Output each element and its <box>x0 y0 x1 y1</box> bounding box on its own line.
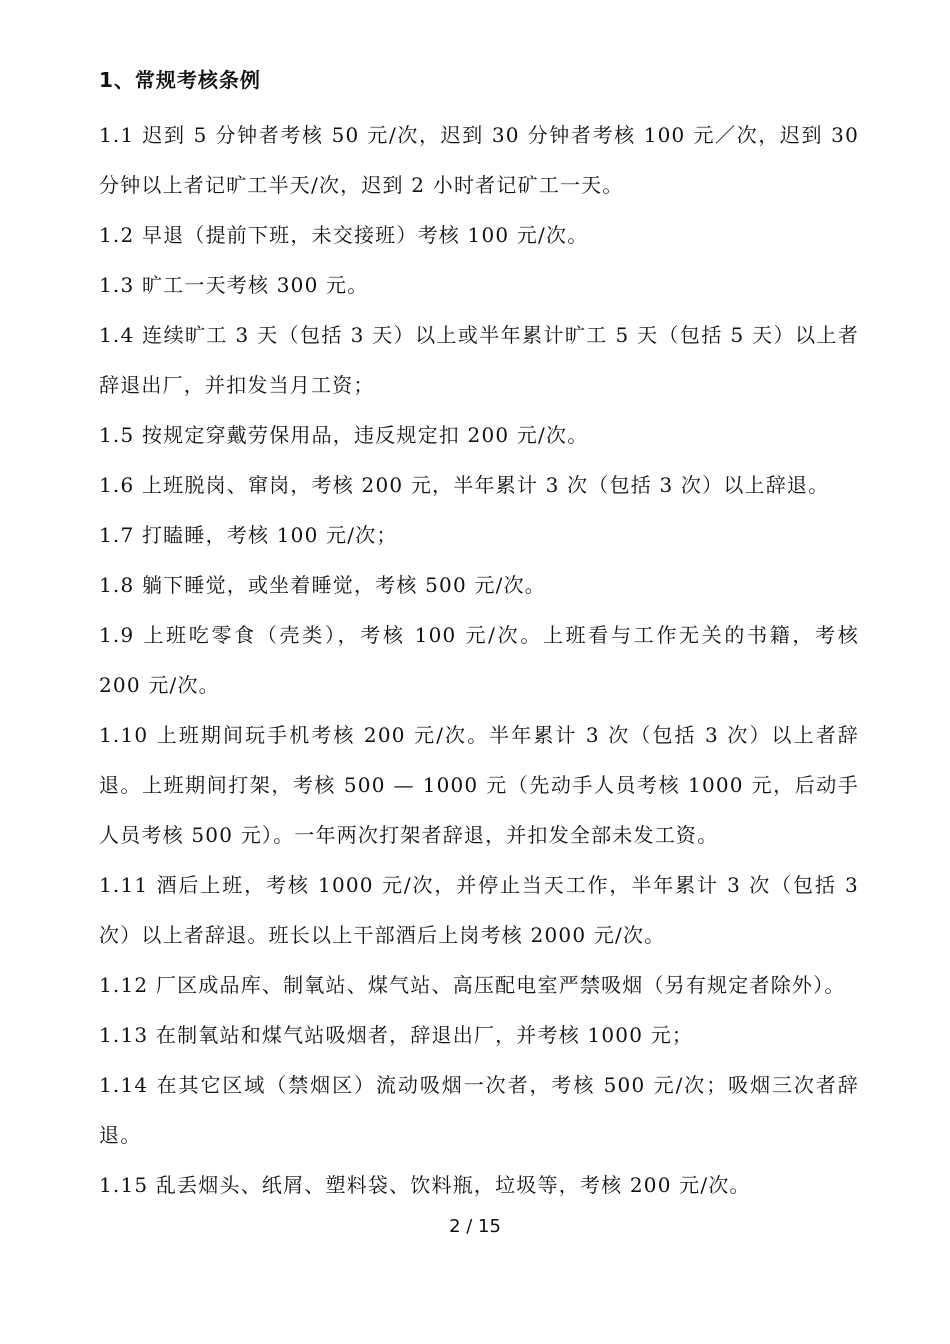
rule-paragraph: 1.15 乱丢烟头、纸屑、塑料袋、饮料瓶，垃圾等，考核 200 元/次。 <box>99 1173 751 1197</box>
rule-paragraph: 1.7 打瞌睡，考核 100 元/次； <box>99 523 398 547</box>
rule-paragraph: 1.11 酒后上班，考核 1000 元/次，并停止当天工作，半年累计 3 次（包括 3 次）以上者辞退。班长以上干部酒后上岗考核 2000 元/次。 <box>99 873 859 947</box>
rule-paragraph: 1.9 上班吃零食（壳类），考核 100 元/次。上班看与工作无关的书籍，考核 200 元/次。 <box>99 623 859 697</box>
rule-paragraph: 1.6 上班脱岗、窜岗，考核 200 元，半年累计 3 次（包括 3 次）以上辞退。 <box>99 473 830 497</box>
page-content <box>99 60 859 1210</box>
rule-paragraph: 1.5 按规定穿戴劳保用品，违反规定扣 200 元/次。 <box>99 423 589 447</box>
rule-paragraph: 1.1 迟到 5 分钟者考核 50 元/次，迟到 30 分钟者考核 100 元／次，迟到 30 分钟以上者记旷工半天/次，迟到 2 小时者记矿工一天。 <box>99 123 859 197</box>
rule-paragraph: 1.12 厂区成品库、制氧站、煤气站、高压配电室严禁吸烟（另有规定者除外）。 <box>99 973 846 997</box>
rule-paragraph: 1.3 旷工一天考核 300 元。 <box>99 273 369 297</box>
rule-paragraph: 1.10 上班期间玩手机考核 200 元/次。半年累计 3 次（包括 3 次）以上者辞退。上班期间打架，考核 500 — 1000 元（先动手人员考核 1000 元，后动手人员考核 500 元）。一年两次打架者辞退，并扣发全部未发工资。 <box>99 723 859 847</box>
rule-paragraph: 1.8 躺下睡觉，或坐着睡觉，考核 500 元/次。 <box>99 573 546 597</box>
section-heading: 1、常规考核条例 <box>99 68 261 92</box>
rule-paragraph: 1.13 在制氧站和煤气站吸烟者，辞退出厂，并考核 1000 元； <box>99 1023 694 1047</box>
page-number: 2 / 15 <box>449 1216 501 1237</box>
rule-paragraph: 1.4 连续旷工 3 天（包括 3 天）以上或半年累计旷工 5 天（包括 5 天）以上者辞退出厂，并扣发当月工资； <box>99 323 859 397</box>
rule-paragraph: 1.14 在其它区域（禁烟区）流动吸烟一次者，考核 500 元/次；吸烟三次者辞退。 <box>99 1073 859 1147</box>
rule-paragraph: 1.2 早退（提前下班，未交接班）考核 100 元/次。 <box>99 223 589 247</box>
